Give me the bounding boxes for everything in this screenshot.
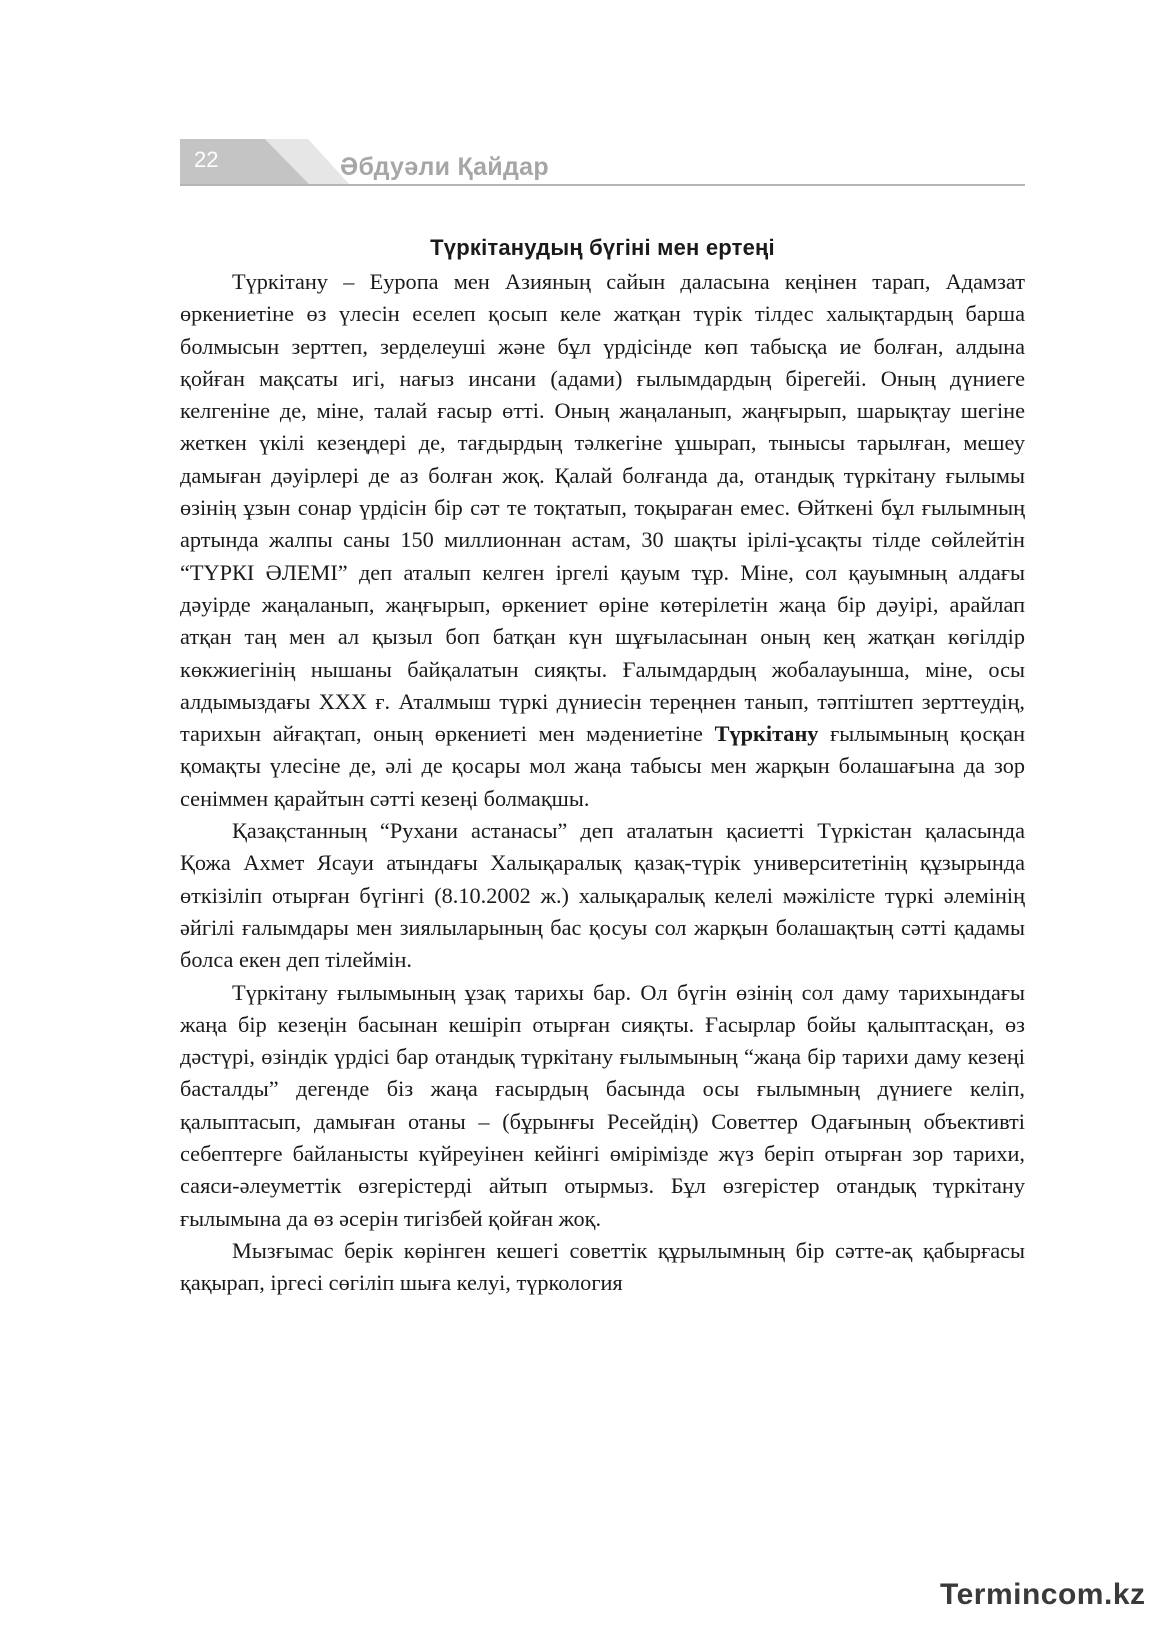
page-number: 22 bbox=[194, 147, 219, 172]
paragraph-1-bold-term: Түркітану bbox=[714, 721, 819, 747]
paragraph-4: Мызғымас берік көрінген кешегі советтік құрылымның бір сәтте-ақ қабырғасы қақырап, іргесі сөгіліп шыға келуі, түркология bbox=[180, 1237, 1025, 1296]
article-title: Түркітанудың бүгіні мен ертеңі bbox=[430, 235, 775, 260]
article-body bbox=[180, 232, 1025, 1300]
paragraph-3: Түркітану ғылымының ұзақ тарихы бар. Ол бүгін өзінің сол даму тарихындағы жаңа бір кезеңін басынан кешіріп отырған сияқты. Ғасырлар бойы қалыптасқан, өз дәстүрі, өзіндік үрдісі бар отандық түркітану ғылымының “жаңа бір тарихи даму кезеңі басталды” дегенде біз жаңа ғасырдың басында осы ғылымның дүниеге келіп, қалыптасып, дамыған отаны – (бұрынғы Ресейдің) Советтер Одағының объективті себептерге байланысты күйреуінен кейінгі өмірімізде жүз беріп отырған зор тарихи, саяси-әлеуметтік өзгерістерді айтып отырмыз. Бұл өзгерістер отандық түркітану ғылымына да өз әсерін тигізбей қойған жоқ. bbox=[180, 979, 1025, 1231]
watermark-logo: Termincom.kz bbox=[940, 1578, 1146, 1611]
paragraph-2: Қазақстанның “Рухани астанасы” деп аталатын қасиетті Түркістан қаласында Қожа Ахмет Ясауи атындағы Халықаралық қазақ-түрік университетінің құзырында өткізіліп отырған бүгінгі (8.10.2002 ж.) халықаралық келелі мәжілісте түркі әлемінің әйгілі ғалымдары мен зиялыларының бас қосуы сол жарқын болашақтың сәтті қадамы болса екен деп тілеймін. bbox=[180, 818, 1025, 973]
running-title: Әбдуәли Қайдар bbox=[340, 153, 549, 181]
page-header bbox=[180, 139, 1025, 189]
paragraph-1-text-end: ғылымының қосқан қомақты үлесіне де, әлі де қосары мол жаңа табысы мен жарқын болашағына да зор сеніммен қарайтын сәтті кезеңі болмақшы. bbox=[180, 721, 1025, 811]
header-rule bbox=[180, 184, 1025, 186]
paragraph-1-text: Түркітану – Еуропа мен Азияның сайын даласына кеңінен тарап, Адамзат өркениетіне өз үлесін еселеп қосып келе жатқан түрік тілдес халықтардың барша болмысын зерттеп, зерделеуші және бұл үрдісінде көп табысқа ие болған, алдына қойған мақсаты игі, нағыз инсани (адами) ғылымдардың бірегейі. Оның дүниеге келгеніне де, міне, талай ғасыр өтті. Оның жаңаланып, жаңғырып, шарықтау шегіне жеткен үкілі кезеңдері де, тағдырдың тәлкегіне ұшырап, тынысы тарылған, мешеу дамыған дәуірлері де аз болған жоқ. Қалай болғанда да, отандық түркітану ғылымы өзінің ұзын сонар үрдісін бір сәт те тоқтатып, тоқыраған емес. Өйткені бұл ғылымның артында жалпы саны 150 миллионнан астам, 30 шақты ірілі-ұсақты тілде сөйлейтін “ТҮРКІ ӘЛЕМІ” деп аталып келген іргелі қауым тұр. Міне, сол қауымның алдағы дәуірде жаңаланып, жаңғырып, өркениет өріне көтерілетін жаңа бір дәуірі, арайлап атқан таң мен ал қызыл боп батқан күн шұғыласынан оның кең жатқан көгілдір көкжиегінің нышаны байқалатын сияқты. Ғалымдардың жобалауынша, міне, осы алдымыздағы XXX ғ. Аталмыш түркі дүниесін тереңнен танып, тәптіштеп зерттеудің, тарихын айғақтап, оның өркениеті мен мәдениетіне bbox=[180, 269, 1025, 747]
paragraph-1 bbox=[180, 266, 1025, 815]
